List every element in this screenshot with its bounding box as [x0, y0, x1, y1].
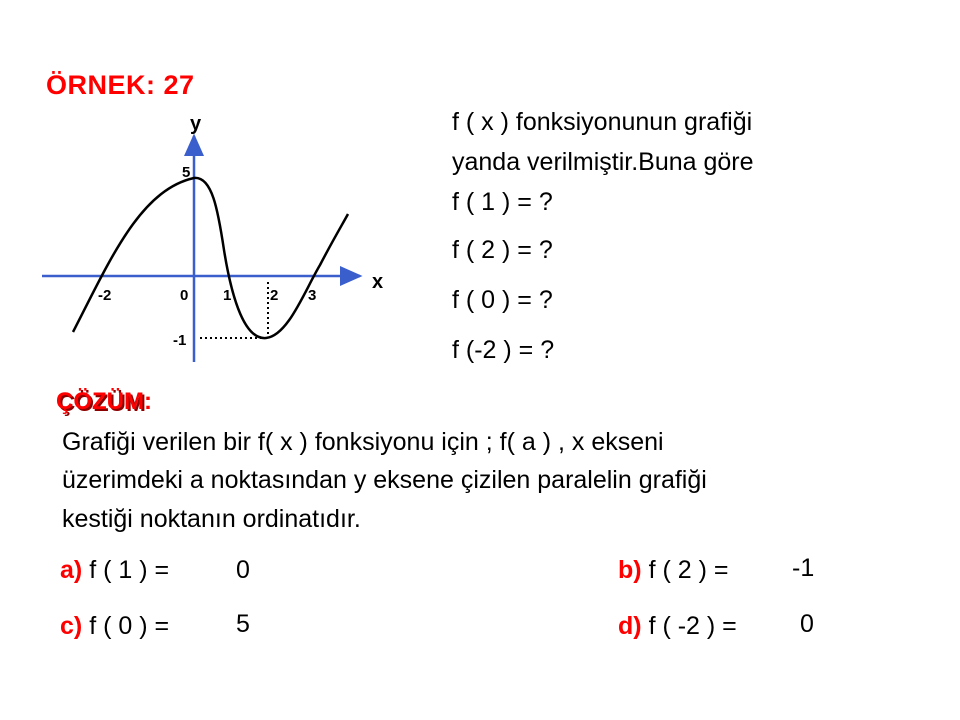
answer-d-letter: d) — [618, 612, 642, 640]
answer-a-expr: f ( 1 ) = — [89, 556, 170, 584]
explanation-line-1: Grafiği verilen bir f( x ) fonksiyonu için ; f( a ) , x ekseni — [62, 428, 664, 456]
function-graph — [30, 100, 410, 370]
answer-a — [60, 556, 169, 585]
answer-c-value: 5 — [236, 610, 250, 638]
solution-label — [56, 388, 152, 416]
question-line-1: f ( x ) fonksiyonunun grafiği — [452, 108, 753, 136]
answer-a-letter: a) — [60, 556, 83, 584]
answer-c-letter: c) — [60, 612, 83, 640]
x-axis-label: x — [372, 271, 384, 293]
tick-label-2: 2 — [270, 287, 279, 304]
answer-d-expr: f ( -2 ) = — [648, 612, 737, 640]
solution-label-colon: : — [143, 388, 152, 415]
question-item-f0: f ( 0 ) = ? — [452, 286, 553, 314]
answer-b-expr: f ( 2 ) = — [648, 556, 729, 584]
question-item-f1: f ( 1 ) = ? — [452, 188, 553, 216]
question-item-f2: f ( 2 ) = ? — [452, 236, 553, 264]
tick-label-0: 0 — [180, 287, 189, 304]
explanation-line-3: kestiği noktanın ordinatıdır. — [62, 505, 361, 533]
answer-b-letter: b) — [618, 556, 642, 584]
answer-a-value: 0 — [236, 556, 250, 584]
question-item-fminus2: f (-2 ) = ? — [452, 336, 555, 364]
tick-label-5: 5 — [182, 164, 191, 181]
answer-d — [618, 612, 737, 641]
answer-c-expr: f ( 0 ) = — [89, 612, 170, 640]
tick-label-minus-2: -2 — [98, 287, 112, 304]
answer-b — [618, 556, 728, 585]
solution-label-text: ÇÖZÜM — [56, 388, 144, 415]
example-title: ÖRNEK: 27 — [46, 70, 195, 100]
question-line-2: yanda verilmiştir.Buna göre — [452, 148, 754, 176]
y-axis-label: y — [190, 113, 202, 135]
tick-label-3: 3 — [308, 287, 317, 304]
tick-label-minus-1: -1 — [173, 332, 187, 349]
tick-label-1: 1 — [223, 287, 232, 304]
answer-b-value: -1 — [792, 554, 815, 582]
answer-c — [60, 612, 169, 641]
function-curve — [73, 178, 348, 338]
answer-d-value: 0 — [800, 610, 814, 638]
explanation-line-2: üzerimdeki a noktasından y eksene çizilen paralelin grafiği — [62, 466, 707, 494]
